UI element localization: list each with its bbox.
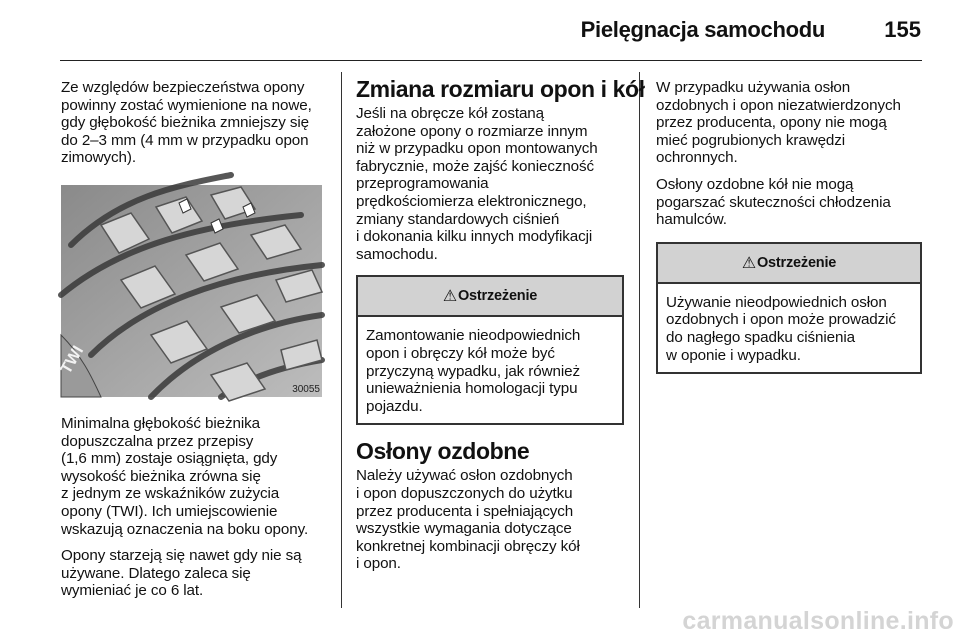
page-title: Pielęgnacja samochodu [580,17,825,42]
warning-title: Ostrzeżenie [457,288,538,305]
column-2 [356,75,645,582]
paragraph-tire-size: Jeśli na obręcze kół zostaną założone opony o rozmiarze innym niż w przypadku opon montowanych fabrycznie, może zajść konieczność przeprogramowania prędkościomierza elektronicznego, zmiany standardowych ciśnień i dokonania kilku innych modyfikacji samochodu. [356,105,598,263]
column-1 [57,79,331,609]
section-heading-tire-size: Zmiana rozmiaru opon i kół [356,76,645,102]
column-divider-1 [341,72,342,608]
header-rule [60,60,922,61]
warning-title: Ostrzeżenie [756,254,837,271]
tread-wear-figure [57,185,322,397]
warning-text: Zamontowanie nieodpowiednich opon i obręczy kół może być przyczyną wypadku, jak również unieważnienia homologacji typu pojazdu. [366,327,581,415]
section-heading-wheel-covers: Osłony ozdobne [356,438,530,465]
warning-box-2 [656,242,922,374]
column-divider-2 [639,72,640,608]
column-3 [656,79,922,374]
twi-label: TWI [57,343,88,377]
warning-icon: ⚠ [741,254,756,272]
warning-header [658,244,920,284]
paragraph-unapproved-covers: W przypadku używania osłon ozdobnych i opon niezatwierdzonych przez producenta, opony nie mogą mieć pogrubionych krawędzi ochronnych. [656,79,901,167]
paragraph-wheel-covers: Należy używać osłon ozdobnych i opon dopuszczonych do użytku przez producenta i spełniających wszystkie wymagania dotyczące konkretnej kombinacji obręczy kół i opon. [356,467,580,573]
warning-text: Używanie nieodpowiednich osłon ozdobnych i opon może prowadzić do nagłego spadku ciśnienia w oponie i wypadku. [666,293,896,364]
page-number: 155 [884,17,921,42]
watermark: carmanualsonline.info [682,607,954,635]
warning-body [658,284,920,372]
warning-header [358,277,622,317]
paragraph-aging: Opony starzeją się nawet gdy nie są używane. Dlatego zaleca się wymieniać je co 6 lat. [61,547,302,600]
warning-box-1 [356,275,624,425]
intro-paragraph: Ze względów bezpieczeństwa opony powinny zostać wymienione na nowe, gdy głębokość bieżnika zmniejszy się do 2–3 mm (4 mm w przypadku opon zimowych). [61,79,312,167]
tire-tread-illustration [57,185,322,397]
paragraph-brake-cooling: Osłony ozdobne kół nie mogą pogarszać skuteczności chłodzenia hamulców. [656,175,891,229]
warning-icon: ⚠ [442,288,457,306]
figure-code: 30055 [292,383,320,395]
warning-body [358,317,622,423]
paragraph-min-tread: Minimalna głębokość bieżnika dopuszczalna przez przepisy (1,6 mm) zostaje osiągnięta, gdy wysokość bieżnika zrówna się z jednym ze wskaźników zużycia opony (TWI). Ich umiejscowienie wskazują oznaczenia na boku opony. [61,414,309,538]
